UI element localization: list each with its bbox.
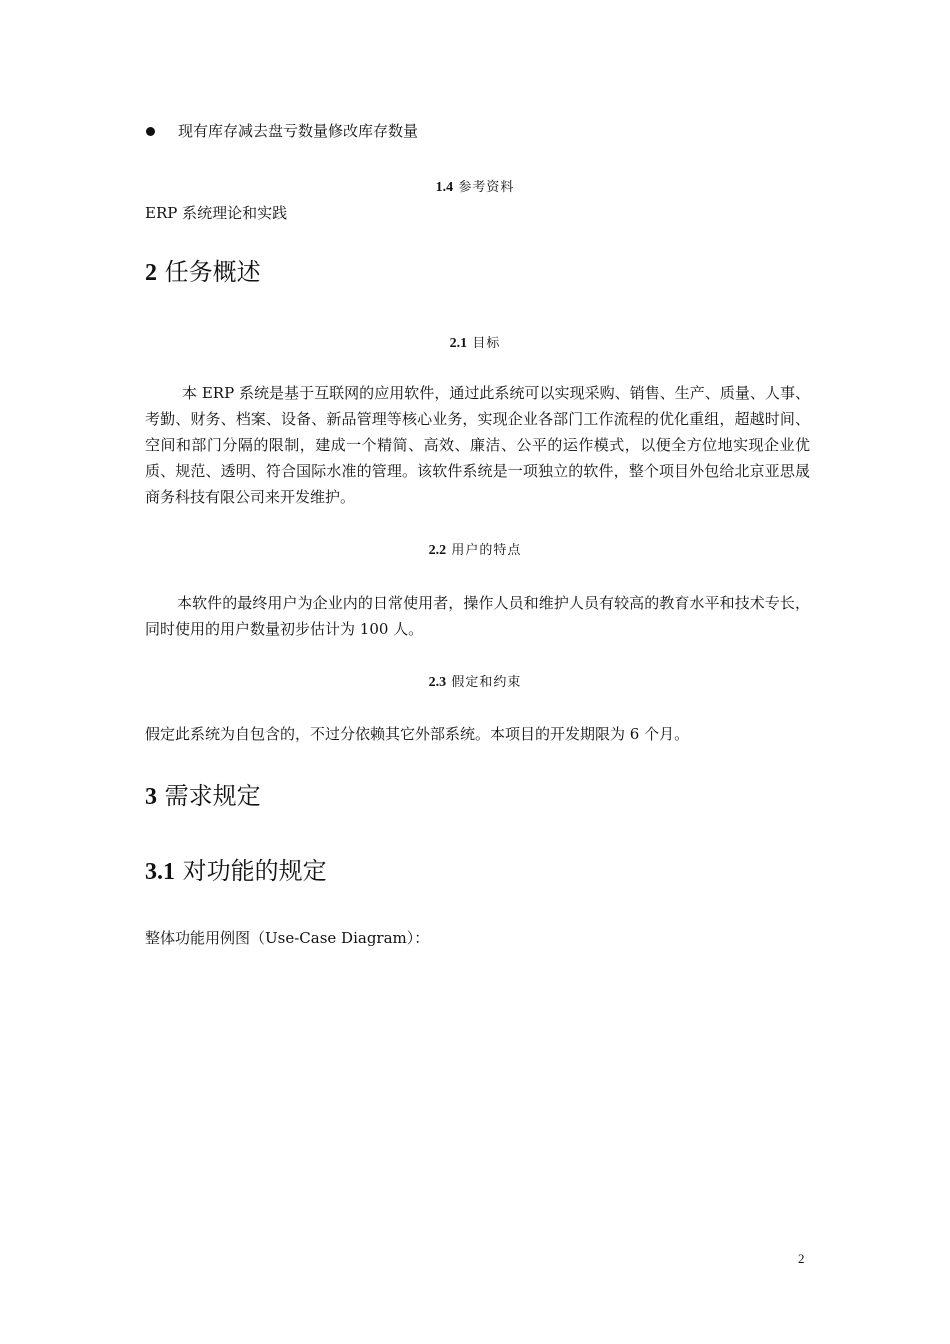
section-2-3-number: 2.3 — [428, 675, 447, 690]
section-2-1-heading — [0, 332, 950, 352]
page-number: 2 — [798, 1251, 805, 1266]
bullet-text: 现有库存减去盘亏数量修改库存数量 — [178, 122, 419, 140]
section-3-1-number: 3.1 — [145, 859, 175, 885]
section-2-title: 任务概述 — [164, 258, 261, 286]
section-2-1-body: 本 ERP 系统是基于互联网的应用软件，通过此系统可以实现采购、销售、生产、质量、人事、考勤、财务、档案、设备、新品管理等核心业务，实现企业各部门工作流程的优化重组，超越时间、空间和部门分隔的限制，建成一个精简、高效、廉洁、公平的运作模式，以便全方位地实现企业优质、规范、透明、符合国际水准的管理。该软件系统是一项独立的软件，整个项目外包给北京亚思晟商务科技有限公司来开发维护。 — [145, 384, 810, 506]
section-3-number: 3 — [145, 784, 157, 810]
section-2-2-title: 用户的特点 — [451, 543, 522, 558]
section-1-4-body: ERP 系统理论和实践 — [145, 204, 288, 222]
section-2-1-title: 目标 — [472, 336, 501, 351]
section-3-title: 需求规定 — [164, 782, 261, 810]
section-2-heading — [145, 252, 261, 287]
section-1-4-number: 1.4 — [435, 180, 454, 195]
section-3-heading — [145, 776, 261, 811]
bullet-dot — [146, 127, 155, 136]
section-2-3-heading — [0, 671, 950, 691]
section-2-3-title: 假定和约束 — [451, 675, 522, 690]
section-3-1-heading — [145, 851, 327, 886]
section-1-4-heading — [0, 176, 950, 196]
section-2-2-body: 本软件的最终用户为企业内的日常使用者，操作人员和维护人员有较高的教育水平和技术专长，同时使用的用户数量初步估计为 100 人。 — [145, 594, 810, 638]
section-3-1-body: 整体功能用例图（Use-Case Diagram）： — [145, 929, 430, 947]
section-2-1-number: 2.1 — [449, 336, 468, 351]
section-3-1-title: 对功能的规定 — [182, 857, 327, 885]
section-2-number: 2 — [145, 260, 157, 286]
section-1-4-title: 参考资料 — [458, 180, 515, 195]
section-2-3-body: 假定此系统为自包含的，不过分依赖其它外部系统。本项目的开发期限为 6 个月。 — [145, 725, 690, 743]
section-2-2-heading — [0, 539, 950, 559]
section-2-2-number: 2.2 — [428, 543, 447, 558]
